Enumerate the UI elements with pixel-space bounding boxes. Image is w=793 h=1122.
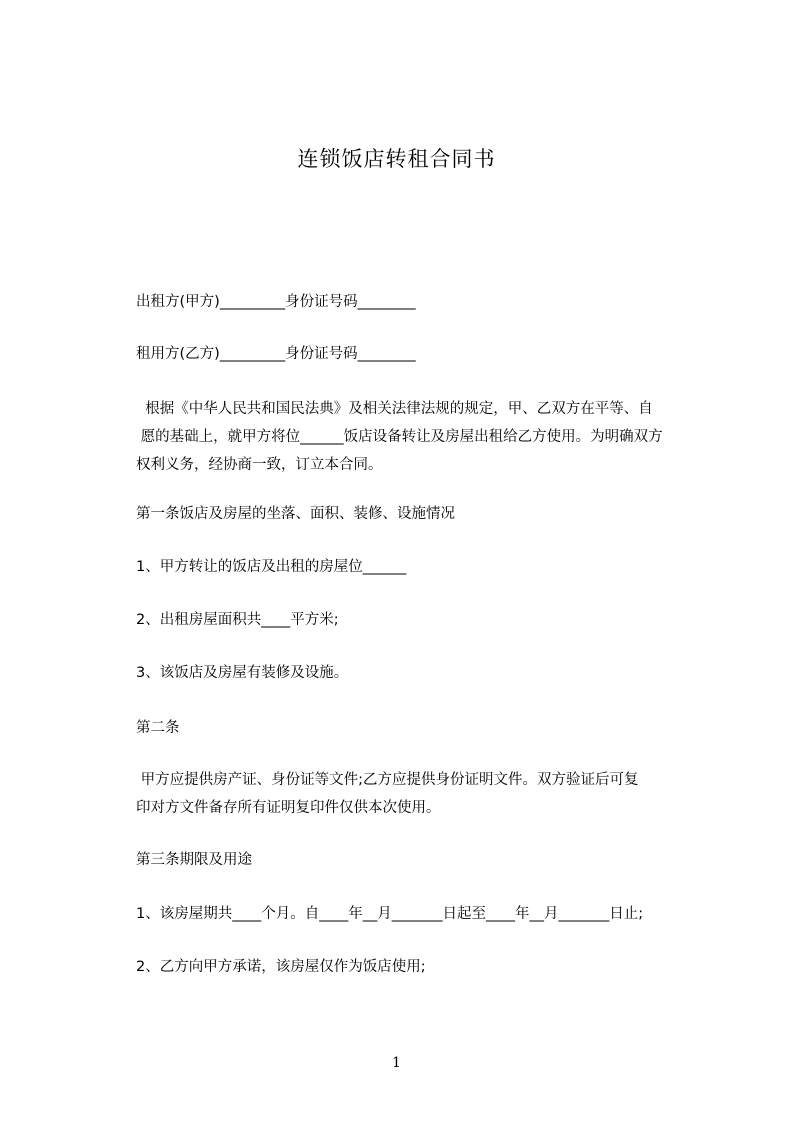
article3-heading: 第三条期限及用途 (136, 852, 252, 868)
article2-heading: 第二条 (136, 720, 180, 736)
article3-item1: 1、该房屋期共____个月。自____年__月_______日起至____年__月_______日止; (136, 906, 644, 922)
article1-item3: 3、该饭店及房屋有装修及设施。 (136, 665, 349, 681)
intro-line-2: 愿的基础上，就甲方将位______饭店设备转让及房屋出租给乙方使用。为明确双方 (136, 429, 663, 445)
article3-item2: 2、乙方向甲方承诺，该房屋仅作为饭店使用; (136, 959, 426, 975)
intro-line-1: 根据《中华人民共和国民法典》及相关法律法规的规定，甲、乙双方在平等、自 (136, 401, 653, 417)
article1-heading: 第一条饭店及房屋的坐落、面积、装修、设施情况 (136, 506, 455, 522)
article1-item2: 2、出租房屋面积共____平方米; (136, 612, 339, 628)
article2-paragraph (136, 766, 706, 822)
lessee-line: 租用方(乙方)_________身份证号码________ (136, 346, 416, 362)
article2-line-1: 甲方应提供房产证、身份证等文件;乙方应提供身份证明文件。双方验证后可复 (136, 772, 639, 788)
article2-line-2: 印对方文件备存所有证明复印件仅供本次使用。 (136, 800, 441, 816)
page-number: 1 (392, 1055, 401, 1071)
document-title: 连锁饭店转租合同书 (297, 147, 496, 171)
intro-paragraph (136, 395, 706, 479)
intro-line-3: 权利义务，经协商一致，订立本合同。 (136, 457, 383, 473)
lessor-line: 出租方(甲方)_________身份证号码________ (136, 294, 416, 310)
article1-item1: 1、甲方转让的饭店及出租的房屋位______ (136, 559, 407, 575)
